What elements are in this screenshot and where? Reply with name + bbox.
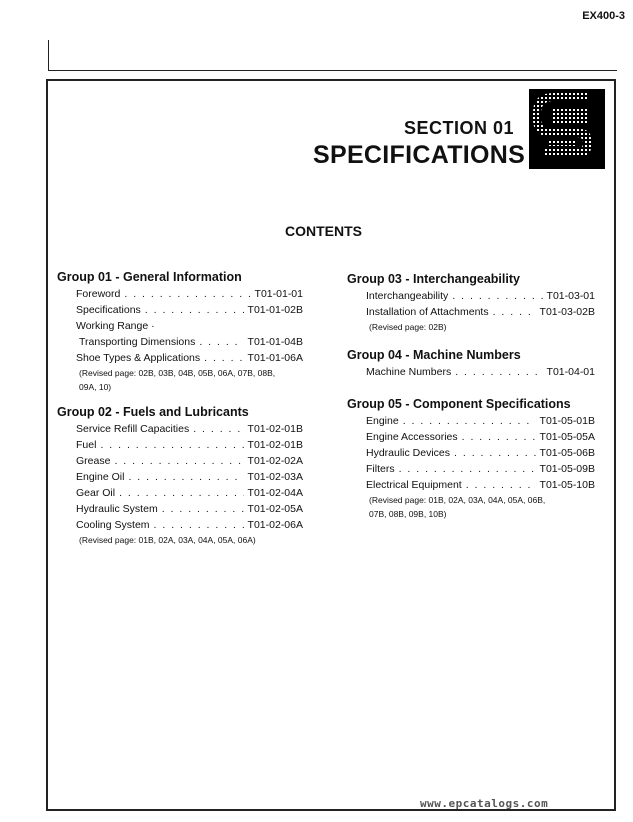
entry-code: T01-02-06A <box>247 519 303 531</box>
toc-entry[interactable] <box>366 413 595 429</box>
entry-code: T01-04-01 <box>546 366 595 378</box>
toc-entry[interactable] <box>76 318 303 334</box>
toc-entry[interactable] <box>366 429 595 445</box>
entry-code: T01-02-01B <box>247 439 303 451</box>
section-logo-icon <box>529 89 605 169</box>
entry-code: T01-02-05A <box>247 503 303 515</box>
entry-label: Fuel <box>76 439 97 451</box>
group-04 <box>347 346 595 380</box>
toc-entry[interactable] <box>366 445 595 461</box>
toc-entry[interactable] <box>76 517 303 533</box>
toc-entry[interactable] <box>76 485 303 501</box>
revised-note: (Revised page: 02B, 03B, 04B, 05B, 06A, 07B, 08B, <box>79 368 276 378</box>
group-02 <box>57 403 303 547</box>
toc-entry[interactable] <box>366 304 595 320</box>
entry-label: Hydraulic System <box>76 503 158 515</box>
entry-code: T01-02-03A <box>247 471 303 483</box>
toc-entry[interactable] <box>76 334 303 350</box>
toc-entry[interactable] <box>366 461 595 477</box>
toc-entry[interactable] <box>76 469 303 485</box>
entry-label: Foreword <box>76 288 121 300</box>
entry-code: T01-02-02A <box>247 455 303 467</box>
group-title: Group 01 - General Information <box>57 270 242 284</box>
entry-label: Cooling System <box>76 519 150 531</box>
revised-note: 07B, 08B, 09B, 10B) <box>369 509 447 519</box>
group-title: Group 03 - Interchangeability <box>347 272 520 286</box>
entry-label: Specifications <box>76 304 141 316</box>
contents-heading: CONTENTS <box>285 223 362 239</box>
entry-label: Electrical Equipment <box>366 479 462 491</box>
toc-entry[interactable] <box>76 501 303 517</box>
entry-code: T01-05-09B <box>539 463 595 475</box>
entry-label: Shoe Types & Applications <box>76 352 201 364</box>
toc-entry[interactable] <box>76 453 303 469</box>
entry-code: T01-02-01B <box>247 423 303 435</box>
group-title: Group 04 - Machine Numbers <box>347 348 521 362</box>
entry-code: T01-05-05A <box>539 431 595 443</box>
entry-label: Machine Numbers <box>366 366 452 378</box>
entry-label: Grease <box>76 455 111 467</box>
watermark-link[interactable]: www.epcatalogs.com <box>420 797 549 810</box>
entry-code: T01-03-02B <box>539 306 595 318</box>
model-number: EX400-3 <box>582 10 625 22</box>
entry-code: T01-05-10B <box>539 479 595 491</box>
group-title: Group 05 - Component Specifications <box>347 397 571 411</box>
entry-code: T01-05-01B <box>539 415 595 427</box>
entry-code: T01-01-02B <box>247 304 303 316</box>
entry-code: T01-03-01 <box>546 290 595 302</box>
revised-note: (Revised page: 01B, 02A, 03A, 04A, 05A, 06A) <box>79 535 256 545</box>
group-05 <box>347 395 595 521</box>
entry-code: T01-01-06A <box>247 352 303 364</box>
group-03 <box>347 270 595 334</box>
entry-label: Interchangeability <box>366 290 449 302</box>
page-margin-frame <box>48 40 617 71</box>
revised-note: (Revised page: 02B) <box>369 322 447 332</box>
entry-code: T01-01-04B <box>247 336 303 348</box>
section-number: SECTION 01 <box>404 118 515 138</box>
toc-entry[interactable] <box>76 437 303 453</box>
entry-label: Gear Oil <box>76 487 116 499</box>
entry-code: T01-05-06B <box>539 447 595 459</box>
toc-entry[interactable] <box>366 288 595 304</box>
entry-label: Engine <box>366 415 399 427</box>
entry-code: T01-02-04A <box>247 487 303 499</box>
entry-code: T01-01-01 <box>254 288 303 300</box>
toc-entry[interactable] <box>76 302 303 318</box>
group-title: Group 02 - Fuels and Lubricants <box>57 405 249 419</box>
toc-entry[interactable] <box>76 421 303 437</box>
revised-note: 09A, 10) <box>79 382 112 392</box>
section-title: SPECIFICATIONS <box>313 141 526 169</box>
group-01 <box>57 268 303 394</box>
entry-label: Installation of Attachments <box>366 306 489 318</box>
toc-entry[interactable] <box>366 477 595 493</box>
entry-label: Engine Accessories <box>366 431 458 443</box>
entry-label: Hydraulic Devices <box>366 447 451 459</box>
revised-note: (Revised page: 01B, 02A, 03A, 04A, 05A, 06B, <box>369 495 546 505</box>
entry-label: Working Range · <box>76 320 155 332</box>
left-column <box>57 268 303 547</box>
toc-entry[interactable] <box>366 364 595 380</box>
entry-label: Engine Oil <box>76 471 125 483</box>
toc-entry[interactable] <box>76 350 303 366</box>
entry-label: Filters <box>366 463 395 475</box>
entry-label: Transporting Dimensions <box>79 336 196 348</box>
right-column <box>347 270 595 521</box>
entry-label: Service Refill Capacities <box>76 423 190 435</box>
toc-entry[interactable] <box>76 286 303 302</box>
